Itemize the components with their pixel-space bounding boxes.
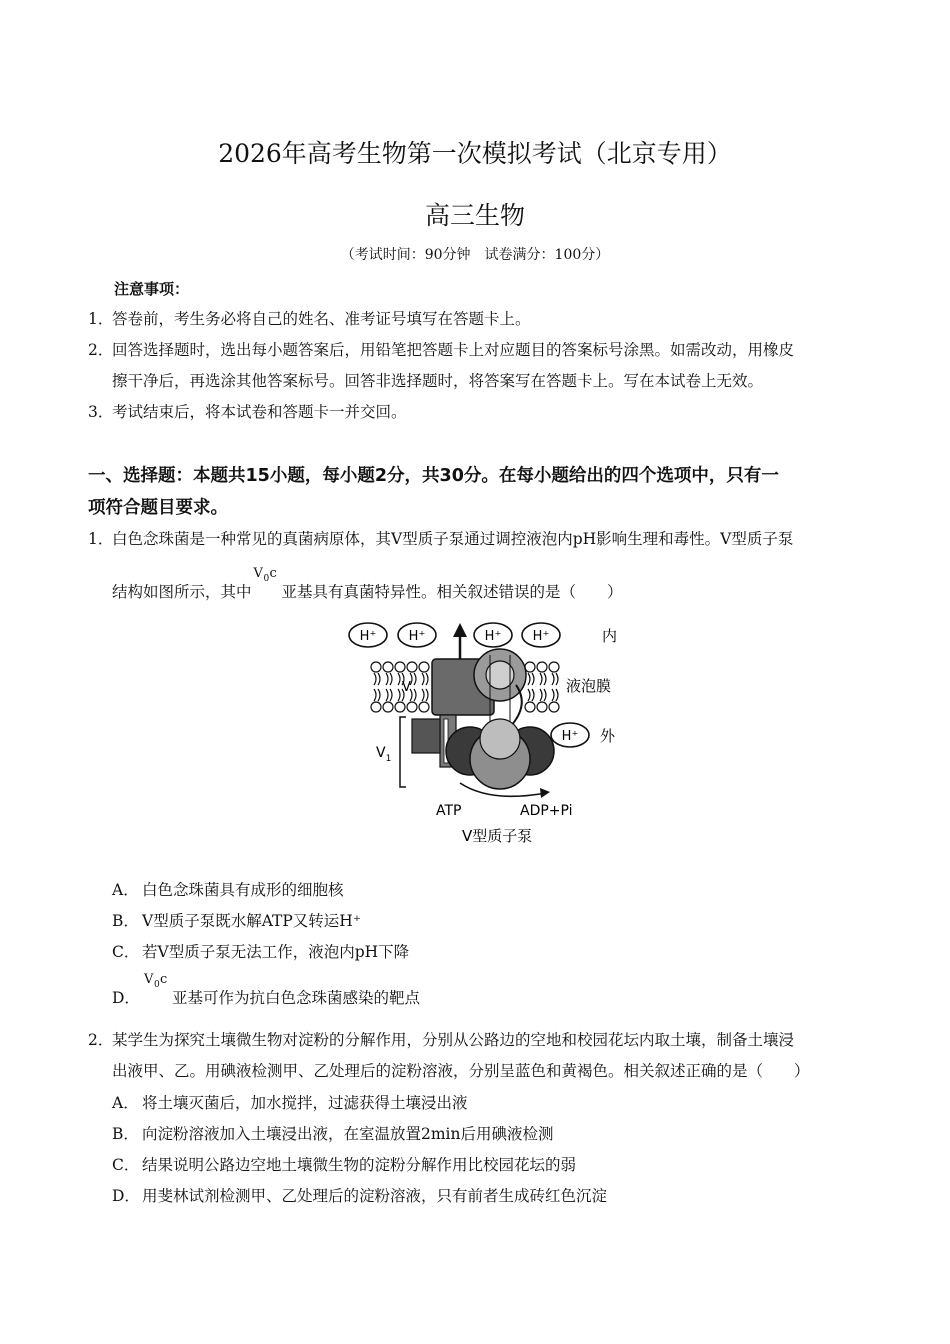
section-heading: 一、选择题：本题共15小题，每小题2分，共30分。在每小题给出的四个选项中，只有一 项符合题目要求。 xyxy=(88,466,779,518)
option-b[interactable]: B． V型质子泵既水解ATP又转运H⁺ xyxy=(112,912,362,930)
note-item: 3．考试结束后，将本试卷和答题卡一并交回。 xyxy=(88,403,407,421)
svg-text:H⁺: H⁺ xyxy=(484,629,502,644)
question-1-stem: 1．白色念珠菌是一种常见的真菌病原体，其V型质子泵通过调控液泡内pH影响生理和毒性。V型质子泵 xyxy=(88,530,794,548)
h-ion xyxy=(522,623,560,647)
label-v1: $V_1$ xyxy=(376,745,392,764)
option-d[interactable]: D． 用斐林试剂检测甲、乙处理后的淀粉溶液，只有前者生成砖红色沉淀 xyxy=(112,1187,608,1205)
label-atp: ATP xyxy=(436,803,462,819)
option-a[interactable]: A． 白色念珠菌具有成形的细胞核 xyxy=(112,881,344,899)
v0c-symbol: V 0 c xyxy=(144,972,168,990)
label-membrane: 液泡膜 xyxy=(566,677,612,695)
svg-text:H⁺: H⁺ xyxy=(561,729,579,744)
page-subtitle: 高三生物 xyxy=(424,201,525,230)
notes-heading: 注意事项： xyxy=(114,280,190,298)
h-ion xyxy=(474,623,512,647)
option-d[interactable]: D． V 0 c 亚基可作为抗白色念珠菌感染的靶点 xyxy=(112,984,420,1014)
page-title: 2026年高考生物第一次模拟考试（北京专用） xyxy=(218,139,732,168)
note-item: 2．回答选择题时，选出每小题答案后，用铅笔把答题卡上对应题目的答案标号涂黑。如需改动，用橡皮 xyxy=(88,341,795,359)
h-ion xyxy=(551,723,589,747)
arrow-head xyxy=(453,623,467,637)
option-b[interactable]: B． 向淀粉溶液加入土壤浸出液，在室温放置2min后用碘液检测 xyxy=(112,1125,554,1143)
question-1-stem-line2: 结构如图所示，其中 V 0 c 亚基具有真菌特异性。相关叙述错误的是（ ） xyxy=(112,578,623,608)
option-c[interactable]: C． 若V型质子泵无法工作，液泡内pH下降 xyxy=(112,943,410,961)
h-ion xyxy=(349,623,387,647)
question-2-stem: 2．某学生为探究土壤微生物对淀粉的分解作用，分别从公路边的空地和校园花坛内取土壤，制备土壤浸 xyxy=(88,1031,795,1049)
question-2-stem-line2: 出液甲、乙。用碘液检测甲、乙处理后的淀粉溶液，分别呈蓝色和黄褐色。相关叙述正确的是（ ） xyxy=(112,1062,810,1080)
label-adp: ADP+Pi xyxy=(520,803,573,819)
svg-text:H⁺: H⁺ xyxy=(359,629,377,644)
label-v0: V xyxy=(402,680,411,695)
v0c-symbol: V 0 c xyxy=(253,566,277,584)
option-c[interactable]: C． 结果说明公路边空地土壤微生物的淀粉分解作用比校园花坛的弱 xyxy=(112,1156,577,1174)
exam-meta: （考试时间：90分钟 试卷满分：100分） xyxy=(340,247,610,263)
note-item: 1．答卷前，考生务必将自己的姓名、准考证号填写在答题卡上。 xyxy=(88,310,531,328)
option-a[interactable]: A． 将土壤灭菌后，加水搅拌，过滤获得土壤浸出液 xyxy=(112,1094,468,1112)
v1-bracket xyxy=(400,717,406,787)
label-outside: 外 xyxy=(600,727,616,745)
h-ion xyxy=(398,623,436,647)
svg-text:H⁺: H⁺ xyxy=(532,629,550,644)
label-inside: 内 xyxy=(602,627,618,645)
v-type-proton-pump-figure xyxy=(340,615,630,850)
svg-text:H⁺: H⁺ xyxy=(408,629,426,644)
figure-caption: V型质子泵 xyxy=(462,827,533,845)
note-item-continuation: 擦干净后，再选涂其他答案标号。回答非选择题时，将答案写在答题卡上。写在本试卷上无效。 xyxy=(112,372,764,390)
